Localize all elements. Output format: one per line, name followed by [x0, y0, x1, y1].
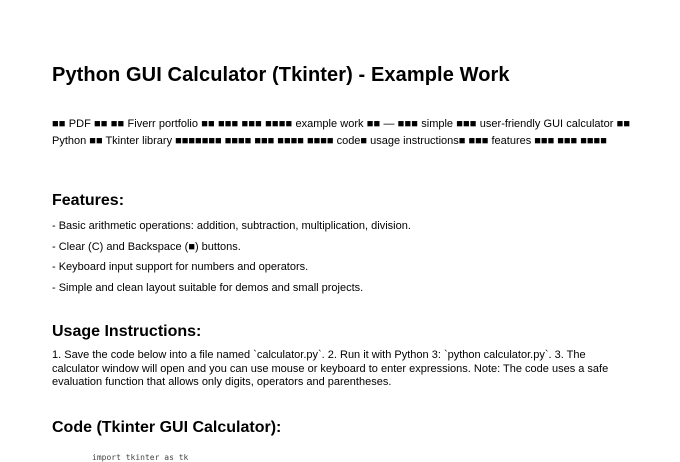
list-item: - Keyboard input support for numbers and operators. — [52, 261, 309, 273]
document-title: Python GUI Calculator (Tkinter) - Example Work — [52, 64, 510, 86]
usage-heading: Usage Instructions: — [52, 323, 202, 340]
usage-paragraph: 1. Save the code below into a file named `calculator.py`. 2. Run it with Python 3: `python calculator.py`. 3. The calculator window will open and you can use mouse or keyboard to enter expressions. Note: The code uses a safe evaluation function that allows only digits, operators and parentheses. — [52, 349, 609, 388]
list-item: - Basic arithmetic operations: addition, subtraction, multiplication, division. — [52, 220, 411, 232]
features-list — [52, 220, 411, 302]
list-item: - Simple and clean layout suitable for demos and small projects. — [52, 281, 364, 294]
list-item: - Clear (C) and Backspace (■) buttons. — [52, 240, 241, 253]
features-heading: Features: — [52, 192, 125, 209]
code-heading: Code (Tkinter GUI Calculator): — [52, 419, 282, 436]
intro-paragraph: ■■ PDF ■■ ■■ Fiverr portfolio ■■ ■■■ ■■■ ■■■■ example work ■■ — ■■■ simple ■■■ user-friendly GUI calculator ■■ Python ■■ Tkinter library ■■■■■■■ ■■■■ ■■■ ■■■■ ■■■■ code■ usage instructions■ ■■■ features ■■■ ■■■ ■■■■ — [52, 118, 630, 147]
code-block-line: import tkinter as tk — [92, 453, 189, 462]
